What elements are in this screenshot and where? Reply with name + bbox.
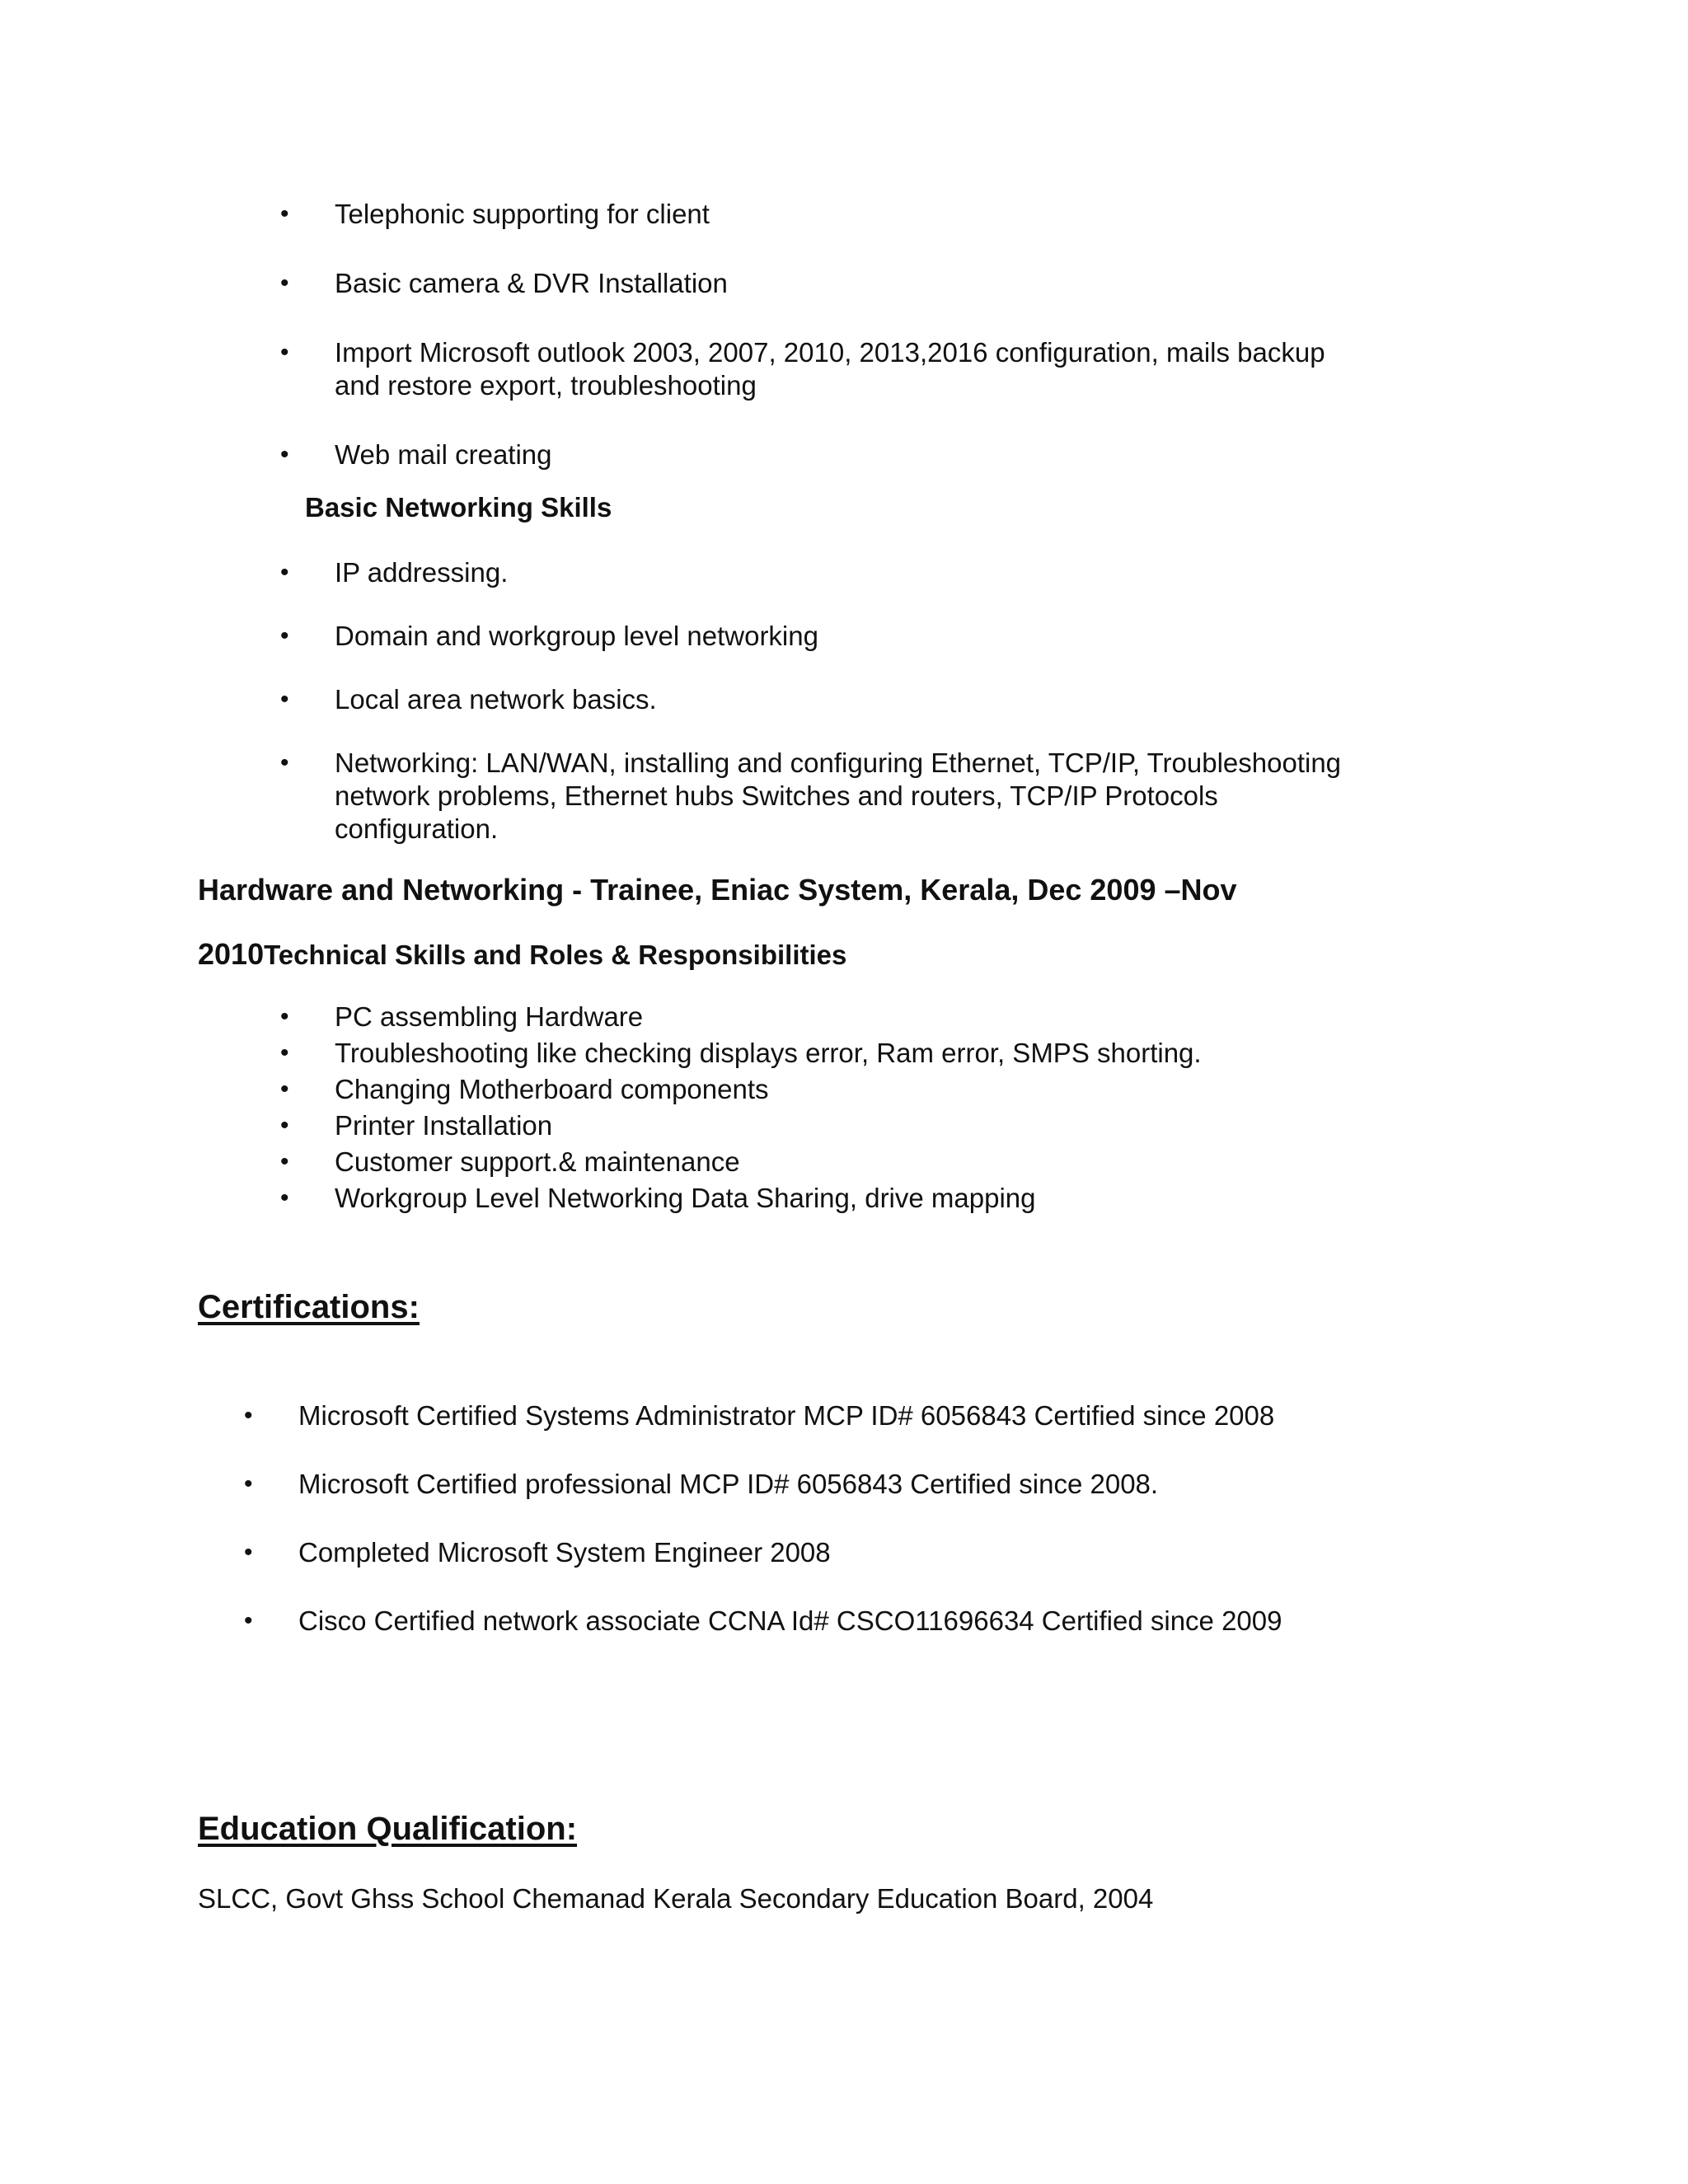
job-end-year: 2010	[198, 937, 265, 971]
networking-skills-list	[280, 556, 1376, 876]
networking-skills-heading: Basic Networking Skills	[305, 492, 612, 523]
list-item	[280, 1035, 1376, 1071]
list-item-text: Web mail creating	[335, 439, 552, 470]
list-item-text: Local area network basics.	[335, 684, 657, 715]
bullet-icon: •	[280, 269, 289, 297]
bullet-icon: •	[280, 559, 289, 586]
list-item	[280, 1108, 1376, 1144]
list-item	[280, 198, 1376, 231]
job-heading: Hardware and Networking - Trainee, Eniac System, Kerala, Dec 2009 –Nov	[198, 873, 1237, 907]
list-item	[280, 336, 1376, 402]
list-item	[280, 747, 1376, 846]
job-subheading: Technical Skills and Roles & Responsibilities	[264, 940, 847, 970]
list-item-text: Changing Motherboard components	[335, 1074, 769, 1104]
list-item-text: Basic camera & DVR Installation	[335, 268, 728, 298]
list-item	[244, 1605, 1398, 1638]
bullet-icon: •	[244, 1539, 253, 1566]
bullet-icon: •	[244, 1470, 253, 1497]
bullet-icon: •	[280, 1076, 289, 1103]
list-item	[280, 1144, 1376, 1180]
list-item	[280, 267, 1376, 300]
list-item-text: IP addressing.	[335, 557, 509, 588]
bullet-icon: •	[280, 1039, 289, 1066]
list-item	[244, 1468, 1398, 1501]
bullet-icon: •	[280, 749, 289, 776]
bullet-icon: •	[280, 686, 289, 713]
education-line: SLCC, Govt Ghss School Chemanad Kerala Secondary Education Board, 2004	[198, 1883, 1154, 1914]
bullet-icon: •	[244, 1607, 253, 1634]
list-item	[280, 999, 1376, 1035]
list-item	[280, 1071, 1376, 1108]
list-item	[280, 620, 1376, 653]
job-subline	[198, 936, 846, 973]
services-list	[280, 198, 1376, 508]
certifications-title: Certifications:	[198, 1289, 420, 1325]
list-item-text: Printer Installation	[335, 1110, 553, 1141]
list-item-text: Microsoft Certified Systems Administrator MCP ID# 6056843 Certified since 2008	[298, 1400, 1275, 1431]
bullet-icon: •	[280, 200, 289, 227]
list-item-text: Networking: LAN/WAN, installing and configuring Ethernet, TCP/IP, Troubleshooting network problems, Ethernet hubs Switches and routers, TCP/IP Protocols configuration.	[335, 748, 1342, 844]
list-item-text: Import Microsoft outlook 2003, 2007, 2010, 2013,2016 configuration, mails backup and restore export, troubleshooting	[335, 337, 1325, 401]
list-item	[280, 1180, 1376, 1216]
bullet-icon: •	[280, 1003, 289, 1030]
list-item-text: Cisco Certified network associate CCNA Id# CSCO11696634 Certified since 2009	[298, 1605, 1282, 1636]
list-item-text: Workgroup Level Networking Data Sharing, drive mapping	[335, 1183, 1036, 1213]
bullet-icon: •	[280, 441, 289, 468]
list-item	[280, 556, 1376, 589]
bullet-icon: •	[244, 1402, 253, 1429]
bullet-icon: •	[280, 1148, 289, 1175]
certifications-list	[244, 1399, 1398, 1673]
list-item-text: PC assembling Hardware	[335, 1001, 644, 1032]
list-item	[280, 683, 1376, 716]
education-title: Education Qualification:	[198, 1811, 578, 1847]
list-item-text: Domain and workgroup level networking	[335, 621, 818, 651]
bullet-icon: •	[280, 622, 289, 649]
list-item	[244, 1399, 1398, 1432]
list-item	[244, 1536, 1398, 1569]
trainee-responsibilities-list	[280, 999, 1376, 1216]
bullet-icon: •	[280, 1184, 289, 1212]
list-item-text: Microsoft Certified professional MCP ID# 6056843 Certified since 2008.	[298, 1469, 1159, 1499]
list-item-text: Troubleshooting like checking displays error, Ram error, SMPS shorting.	[335, 1038, 1202, 1068]
list-item-text: Completed Microsoft System Engineer 2008	[298, 1537, 831, 1568]
bullet-icon: •	[280, 1112, 289, 1139]
list-item	[280, 438, 1376, 471]
list-item-text: Telephonic supporting for client	[335, 199, 710, 229]
bullet-icon: •	[280, 339, 289, 366]
list-item-text: Customer support.& maintenance	[335, 1146, 740, 1177]
